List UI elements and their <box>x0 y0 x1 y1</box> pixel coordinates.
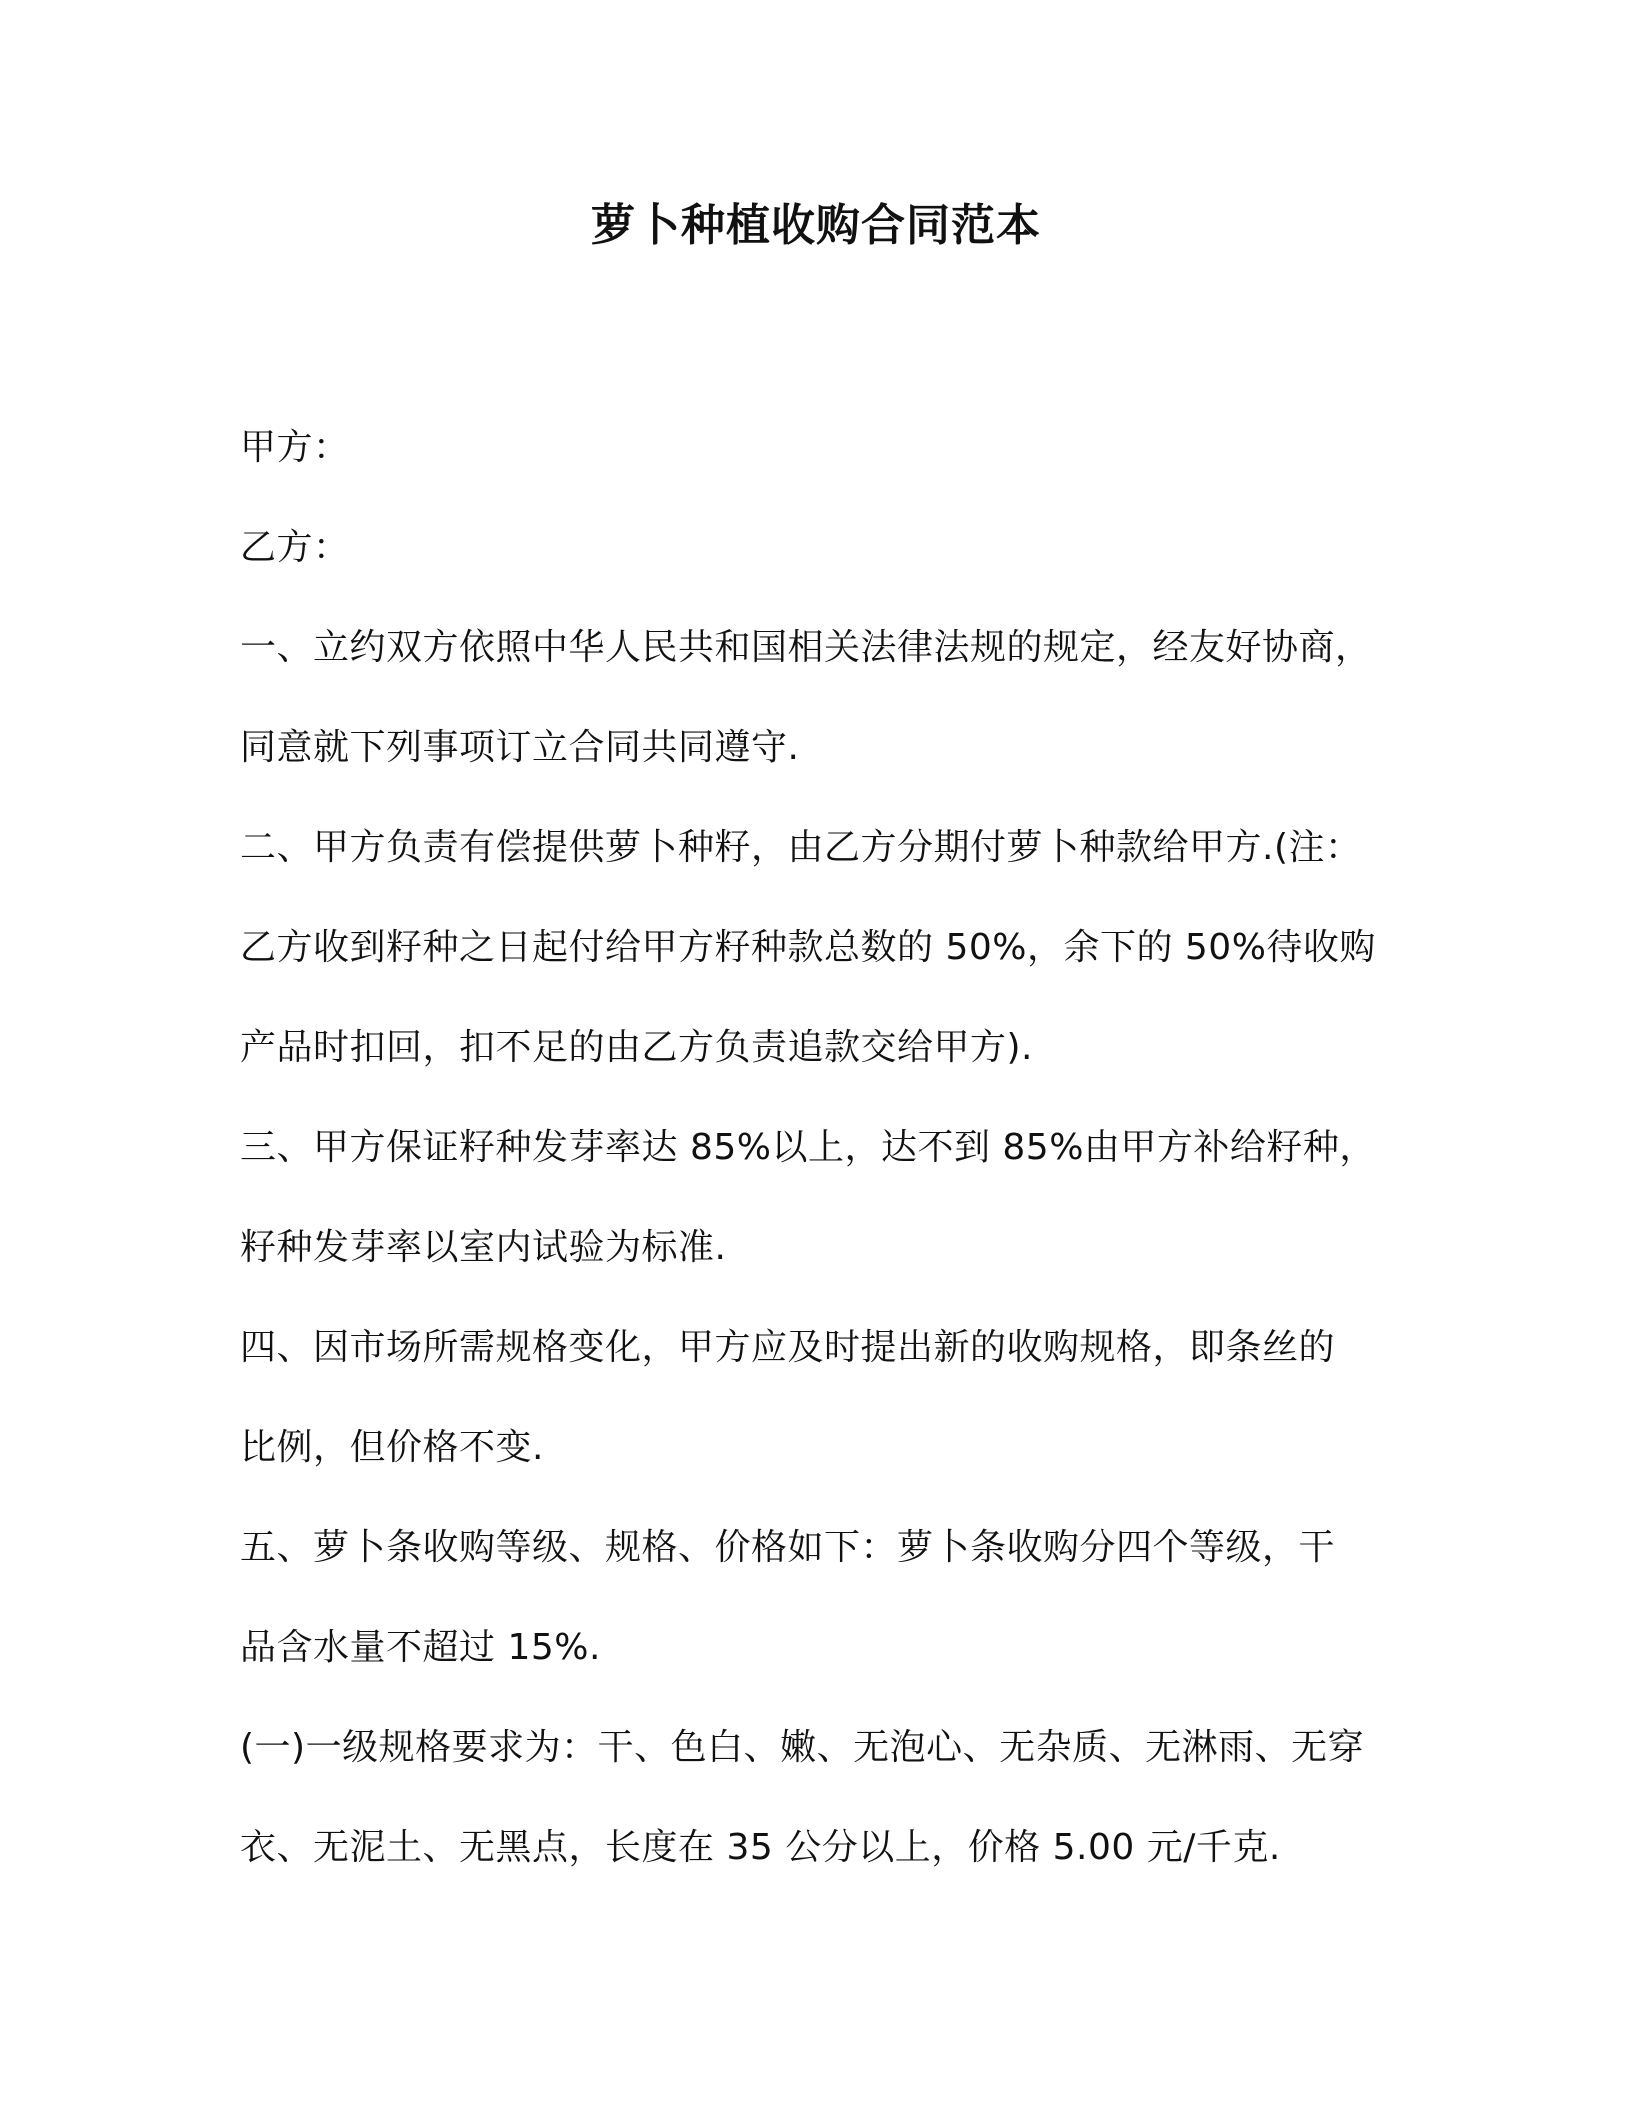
clause-3-line-2: 籽种发芽率以室内试验为标准. <box>240 1227 727 1268</box>
clause-2-line-3: 产品时扣回，扣不足的由乙方负责追款交给甲方). <box>240 1027 1033 1068</box>
grade-1-line-2: 衣、无泥土、无黑点，长度在 35 公分以上，价格 5.00 元/千克. <box>240 1827 1281 1868</box>
party-a-line: 甲方： <box>240 427 350 468</box>
clause-1-line-1: 一、立约双方依照中华人民共和国相关法律法规的规定，经友好协商， <box>240 627 1372 668</box>
clause-5-line-2: 品含水量不超过 15%. <box>240 1627 601 1668</box>
document-title: 萝卜种植收购合同范本 <box>591 200 1041 251</box>
clause-2-line-1: 二、甲方负责有偿提供萝卜种籽，由乙方分期付萝卜种款给甲方.(注： <box>240 827 1362 868</box>
clause-4-line-1: 四、因市场所需规格变化，甲方应及时提出新的收购规格，即条丝的 <box>240 1327 1336 1368</box>
party-b-line: 乙方： <box>240 527 350 568</box>
clause-2-line-2: 乙方收到籽种之日起付给甲方籽种款总数的 50%，余下的 50%待收购 <box>240 927 1376 968</box>
clause-1-line-2: 同意就下列事项订立合同共同遵守. <box>240 727 800 768</box>
clause-4-line-2: 比例，但价格不变. <box>240 1427 544 1468</box>
grade-1-line-1: (一)一级规格要求为：干、色白、嫩、无泡心、无杂质、无淋雨、无穿 <box>240 1727 1365 1768</box>
clause-5-line-1: 五、萝卜条收购等级、规格、价格如下：萝卜条收购分四个等级，干 <box>240 1527 1336 1568</box>
clause-3-line-1: 三、甲方保证籽种发芽率达 85%以上，达不到 85%由甲方补给籽种， <box>240 1127 1376 1168</box>
